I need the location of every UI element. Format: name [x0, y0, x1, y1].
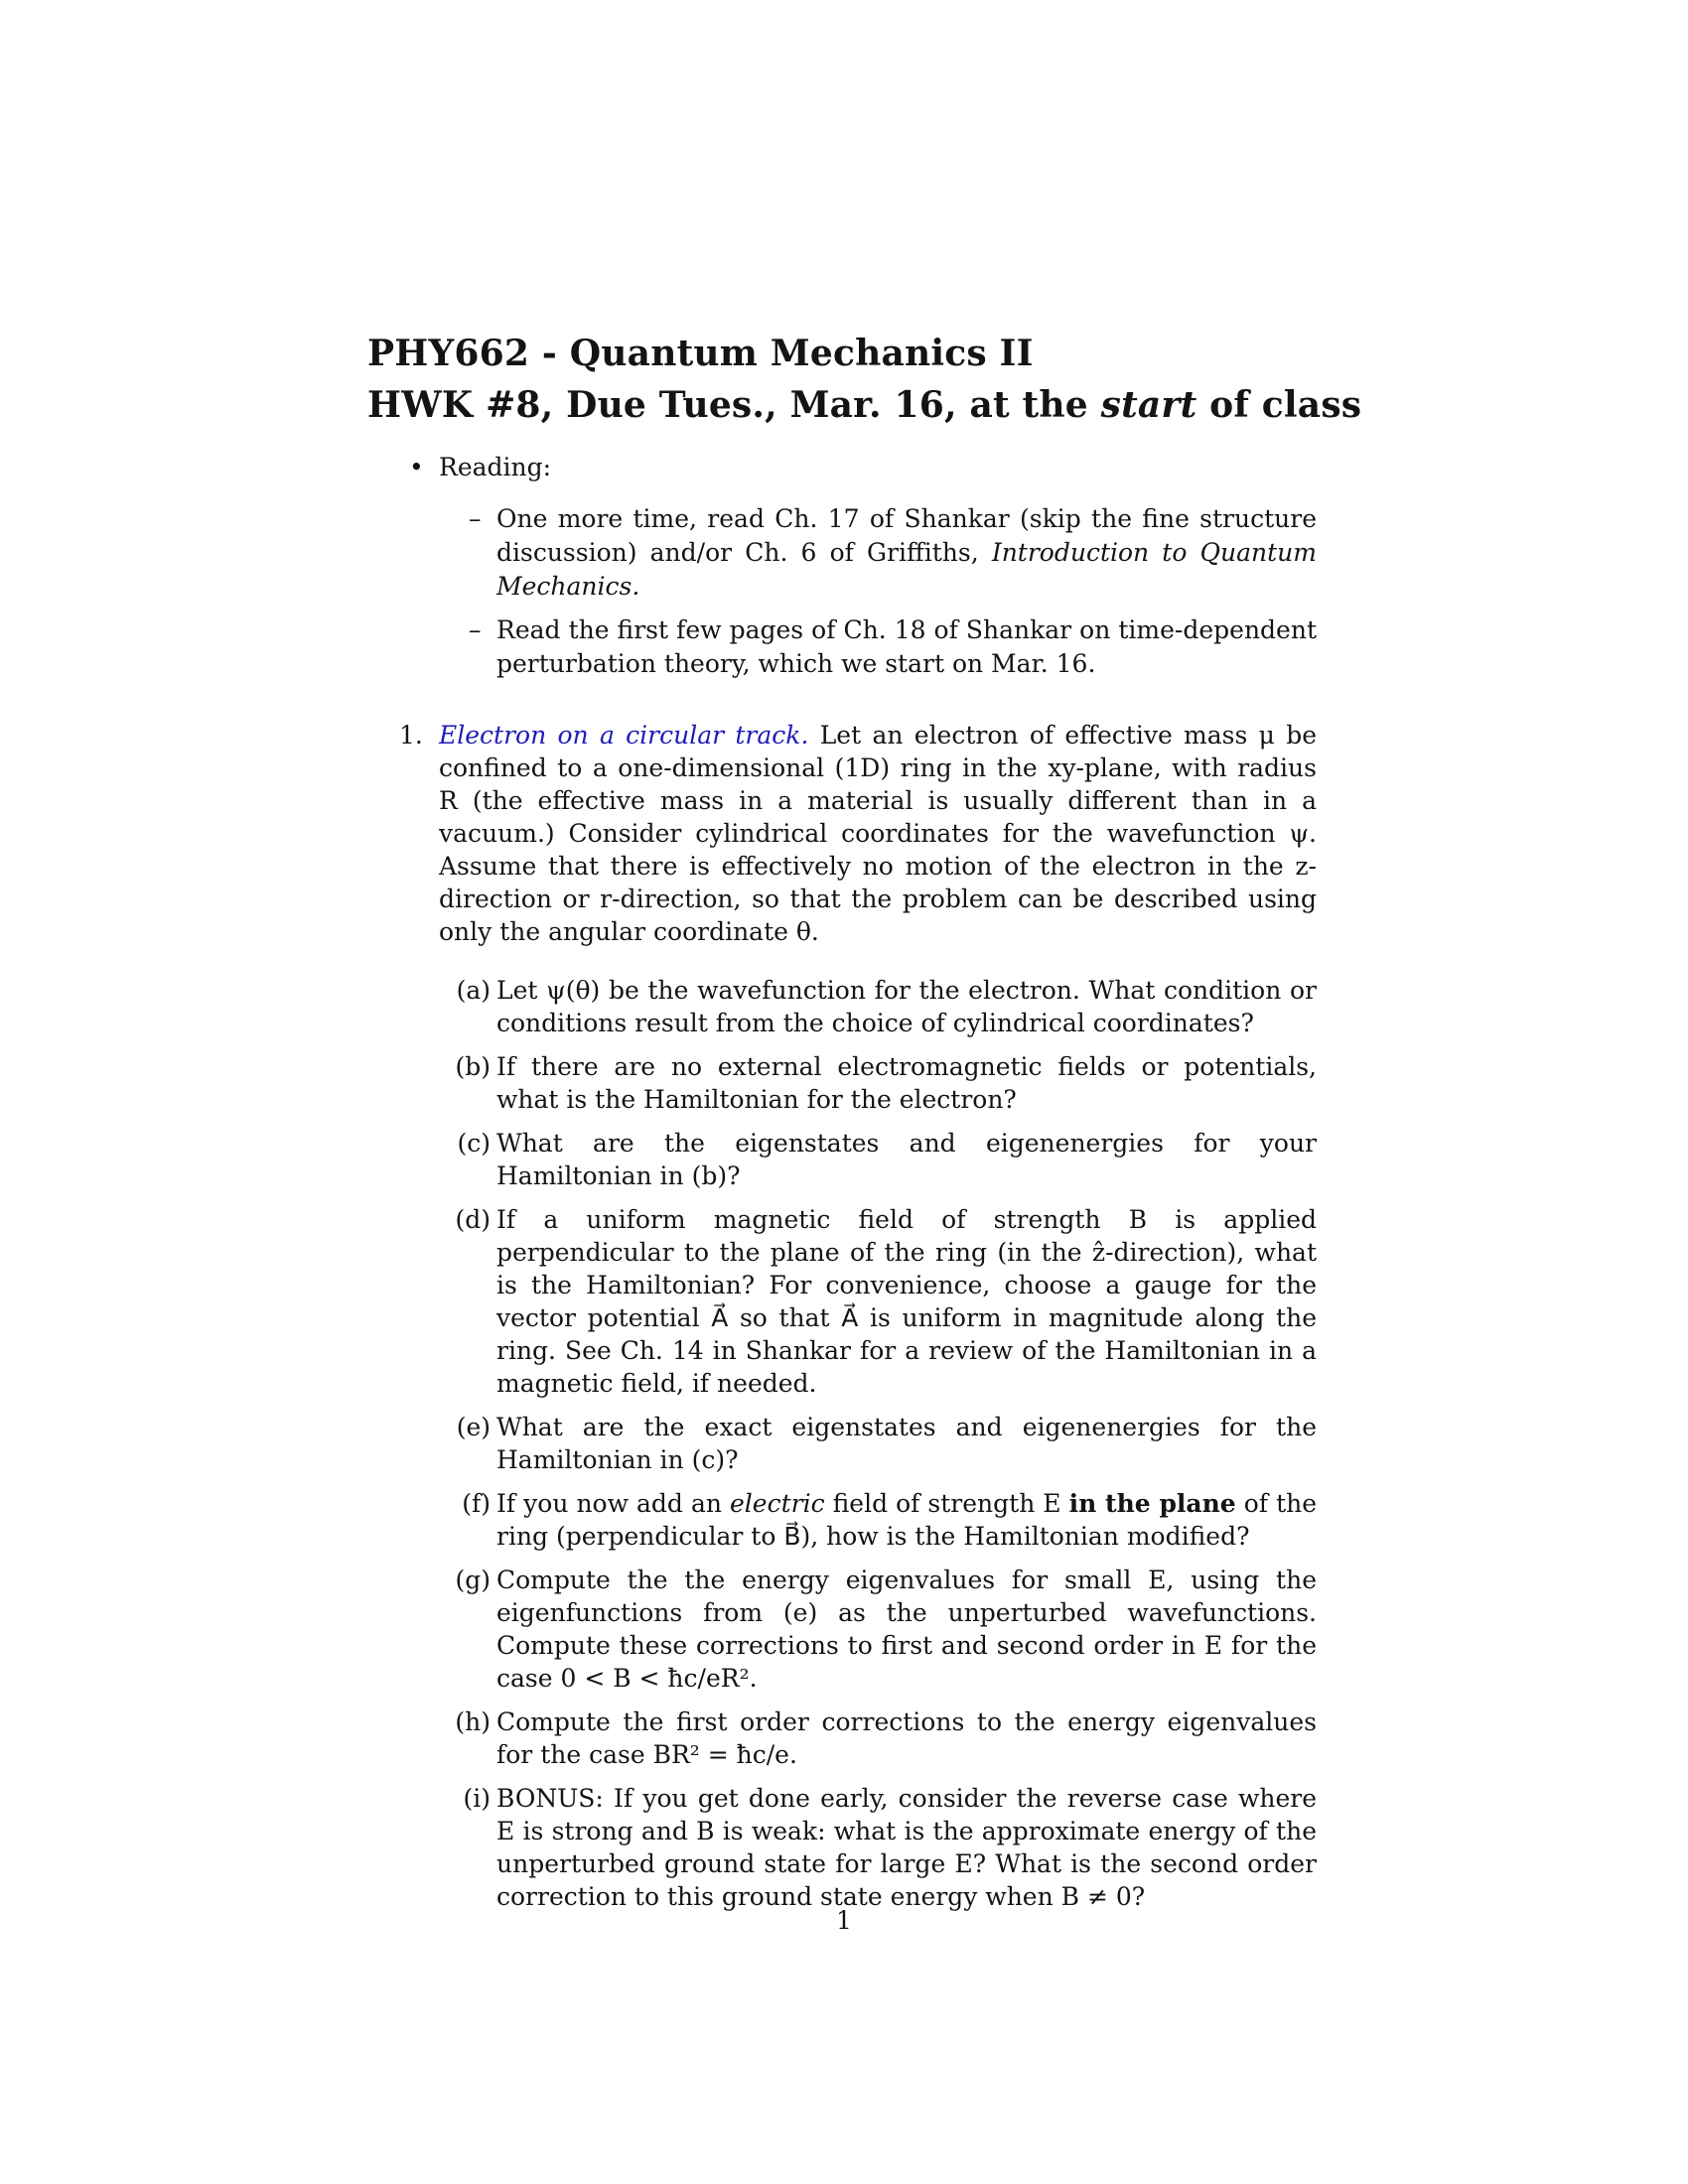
part-label: (c)	[457, 1129, 491, 1158]
dash-icon: –	[469, 504, 482, 533]
part-text: of the ring (perpendicular to B⃗), how is the Hamiltonian modified?	[496, 1489, 1318, 1551]
part-text-bold: in the plane	[1068, 1489, 1236, 1518]
problem-part-c	[457, 1127, 1317, 1192]
part-text-emphasis: electric	[729, 1489, 825, 1518]
problem-1	[367, 719, 1317, 948]
problem-part-g	[455, 1564, 1317, 1695]
problem-parts	[367, 974, 1317, 1913]
bullet-icon: •	[409, 453, 424, 481]
problem-intro: Let an electron of effective mass μ be confined to a one-dimensional (1D) ring in the xy-plane, with radius R (the effective mass in a material is usually different than in a vacuum.) Consider cylindrical coordinates for the wavefunction ψ. Assume that there is effectively no motion of the electron in the z-direction or r-direction, so that the problem can be described using only the angular coordinate θ.	[439, 721, 1317, 946]
part-label: (i)	[463, 1784, 491, 1813]
part-text: If there are no external electromagnetic fields or potentials, what is the Hamiltonian for the electron?	[496, 1052, 1317, 1114]
problem-part-h	[455, 1706, 1317, 1771]
problem-part-a	[456, 974, 1317, 1039]
reading-section	[367, 451, 1317, 484]
reading-item-text: Read the first few pages of Ch. 18 of Shankar on time-dependent perturbation theory, which we start on Mar. 16.	[496, 615, 1317, 678]
part-label: (a)	[456, 976, 491, 1005]
problem-heading: Electron on a circular track.	[439, 721, 809, 750]
part-text: What are the eigenstates and eigenenergies for your Hamiltonian in (b)?	[496, 1129, 1317, 1190]
part-text: If you now add an	[496, 1489, 730, 1518]
part-text: Compute the first order corrections to the energy eigenvalues for the case BR² = ħc/e.	[496, 1707, 1317, 1769]
problem-number: 1.	[399, 721, 423, 750]
assignment-title	[367, 379, 1362, 431]
course-title: PHY662 - Quantum Mechanics II	[367, 333, 1034, 374]
part-label: (b)	[455, 1052, 491, 1081]
part-label: (d)	[455, 1205, 491, 1234]
part-label: (g)	[455, 1566, 491, 1594]
part-text: What are the exact eigenstates and eigenenergies for the Hamiltonian in (c)?	[496, 1413, 1317, 1474]
problem-part-e	[456, 1411, 1317, 1476]
reading-item-text: One more time, read Ch. 17 of Shankar (skip the fine structure discussion) and/or Ch. 6 of Griffiths,	[496, 504, 1317, 567]
part-label: (h)	[455, 1707, 491, 1736]
assignment-title-prefix: HWK #8, Due Tues., Mar. 16, at the	[367, 384, 1101, 426]
problem-part-b	[455, 1050, 1317, 1116]
dash-icon: –	[469, 615, 482, 644]
part-text: Let ψ(θ) be the wavefunction for the electron. What condition or conditions result from the choice of cylindrical coordinates?	[496, 976, 1317, 1037]
page-content	[367, 328, 1362, 1924]
problem-part-f	[462, 1487, 1318, 1553]
reading-item-book-title: Introduction to Quantum Mechanics.	[496, 538, 1317, 601]
part-text: Compute the the energy eigenvalues for small E, using the eigenfunctions from (e) as the unperturbed wavefunctions. Compute these corrections to first and second order in E for the case 0 < B < ħc/eR².	[496, 1566, 1317, 1693]
part-label: (e)	[456, 1413, 491, 1441]
page-number: 1	[836, 1906, 852, 1935]
assignment-title-emphasis: start	[1100, 384, 1197, 426]
part-text: If a uniform magnetic field of strength B is applied perpendicular to the plane of the ring (in the ẑ-direction), what is the Hamiltonian? For convenience, choose a gauge for the vector potential A⃗ so that A⃗ is uniform in magnitude along the ring. See Ch. 14 in Shankar for a review of the Hamiltonian in a magnetic field, if needed.	[496, 1205, 1317, 1398]
assignment-title-suffix: of class	[1196, 384, 1362, 426]
part-text: field of strength E	[824, 1489, 1069, 1518]
reading-label: Reading:	[439, 453, 552, 481]
reading-item	[469, 502, 1317, 604]
part-label: (f)	[462, 1489, 491, 1518]
reading-list	[367, 502, 1317, 681]
part-text: BONUS: If you get done early, consider the reverse case where E is strong and B is weak: what is the approximate energy of the unperturbed ground state for large E? What is the second order correction to this ground state energy when B ≠ 0?	[496, 1784, 1317, 1911]
problem-part-d	[455, 1203, 1317, 1400]
problem-part-i	[463, 1782, 1317, 1913]
reading-item	[469, 614, 1317, 681]
